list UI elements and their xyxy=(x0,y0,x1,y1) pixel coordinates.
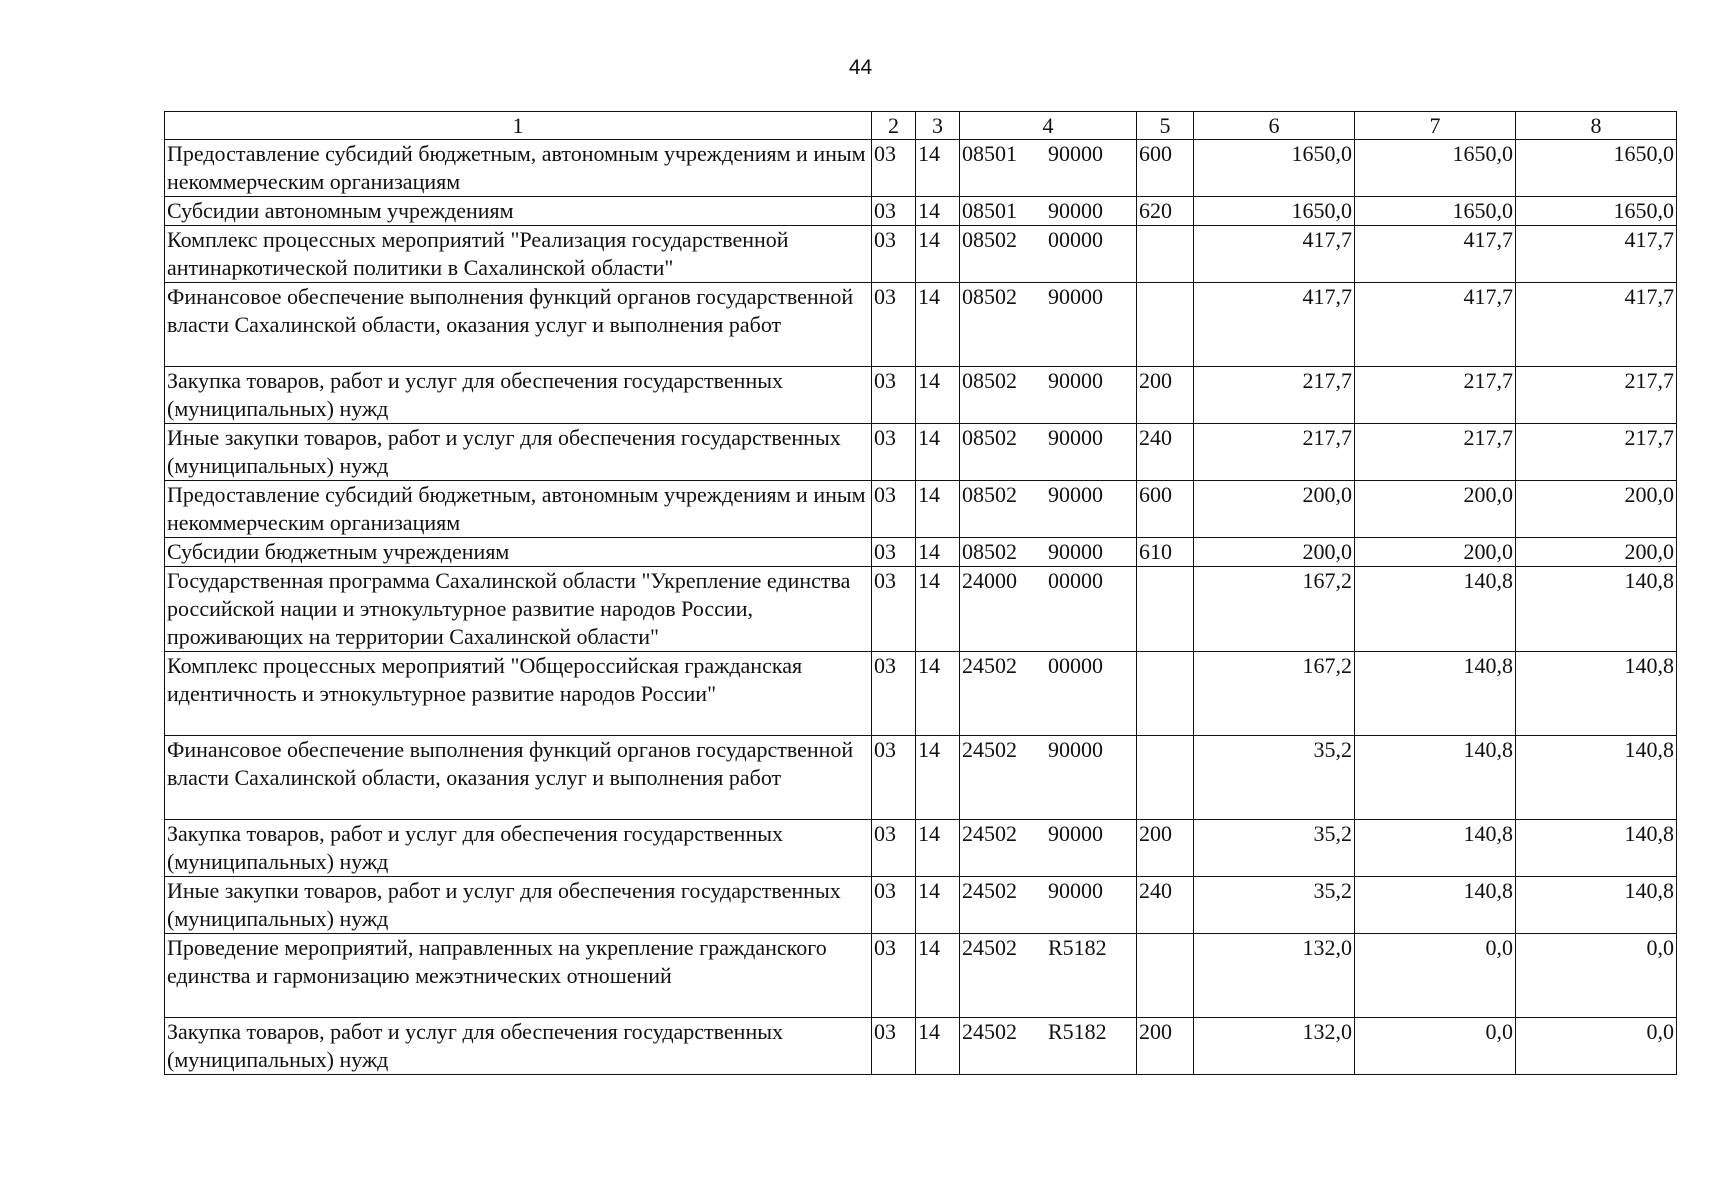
row-name: Комплекс процессных мероприятий "Реализация государственной антинаркотической политики в Сахалинской области" xyxy=(165,226,872,283)
row-name: Финансовое обеспечение выполнения функций органов государственной власти Сахалинской области, оказания услуг и выполнения работ xyxy=(165,736,872,820)
row-target-article xyxy=(960,283,1137,367)
row-section-code: 03 xyxy=(872,367,916,424)
target-article-program: 24502 xyxy=(962,878,1017,903)
target-article-program: 08502 xyxy=(962,227,1017,252)
row-target-article xyxy=(960,424,1137,481)
target-article-direction: 90000 xyxy=(1048,821,1103,846)
row-expense-type: 240 xyxy=(1137,877,1194,934)
row-value-col7: 217,7 xyxy=(1355,367,1516,424)
target-article-program: 24502 xyxy=(962,737,1017,762)
row-value-col7: 417,7 xyxy=(1355,226,1516,283)
row-name: Закупка товаров, работ и услуг для обеспечения государственных (муниципальных) нужд xyxy=(165,367,872,424)
row-section-code: 03 xyxy=(872,481,916,538)
target-article-program: 08502 xyxy=(962,425,1017,450)
row-target-article xyxy=(960,652,1137,736)
table-row xyxy=(165,197,1677,226)
row-target-article xyxy=(960,197,1137,226)
row-section-code: 03 xyxy=(872,197,916,226)
table-row xyxy=(165,652,1677,736)
row-subsection-code: 14 xyxy=(916,567,960,652)
row-subsection-code: 14 xyxy=(916,424,960,481)
target-article-direction: 90000 xyxy=(1048,284,1103,309)
row-expense-type: 200 xyxy=(1137,1018,1194,1075)
row-value-col7: 0,0 xyxy=(1355,934,1516,1018)
row-target-article xyxy=(960,820,1137,877)
row-target-article xyxy=(960,567,1137,652)
target-article-program: 24502 xyxy=(962,821,1017,846)
table-row xyxy=(165,140,1677,197)
target-article-direction: 90000 xyxy=(1048,539,1103,564)
row-value-col6: 35,2 xyxy=(1194,877,1355,934)
target-article-direction: R5182 xyxy=(1048,1019,1107,1044)
row-value-col6: 167,2 xyxy=(1194,652,1355,736)
table-row xyxy=(165,736,1677,820)
row-expense-type xyxy=(1137,283,1194,367)
row-value-col6: 132,0 xyxy=(1194,1018,1355,1075)
target-article-direction: 90000 xyxy=(1048,425,1103,450)
row-value-col6: 217,7 xyxy=(1194,367,1355,424)
row-name: Закупка товаров, работ и услуг для обеспечения государственных (муниципальных) нужд xyxy=(165,1018,872,1075)
row-value-col7: 200,0 xyxy=(1355,538,1516,567)
row-value-col6: 417,7 xyxy=(1194,283,1355,367)
row-value-col6: 200,0 xyxy=(1194,538,1355,567)
column-header-6: 6 xyxy=(1194,112,1355,140)
row-name: Предоставление субсидий бюджетным, автономным учреждениям и иным некоммерческим организациям xyxy=(165,140,872,197)
target-article-direction: 90000 xyxy=(1048,141,1103,166)
row-expense-type xyxy=(1137,226,1194,283)
table-row xyxy=(165,424,1677,481)
row-expense-type: 610 xyxy=(1137,538,1194,567)
row-value-col7: 200,0 xyxy=(1355,481,1516,538)
target-article-direction: 00000 xyxy=(1048,568,1103,593)
row-name: Субсидии бюджетным учреждениям xyxy=(165,538,872,567)
row-value-col8: 217,7 xyxy=(1516,424,1677,481)
row-name: Финансовое обеспечение выполнения функций органов государственной власти Сахалинской области, оказания услуг и выполнения работ xyxy=(165,283,872,367)
row-section-code: 03 xyxy=(872,140,916,197)
target-article-direction: R5182 xyxy=(1048,935,1107,960)
budget-table xyxy=(164,111,1677,1075)
page-number: 44 xyxy=(848,56,873,79)
row-value-col8: 0,0 xyxy=(1516,1018,1677,1075)
row-value-col8: 140,8 xyxy=(1516,567,1677,652)
row-value-col8: 140,8 xyxy=(1516,820,1677,877)
row-section-code: 03 xyxy=(872,934,916,1018)
row-expense-type: 600 xyxy=(1137,481,1194,538)
row-expense-type: 600 xyxy=(1137,140,1194,197)
row-section-code: 03 xyxy=(872,567,916,652)
row-subsection-code: 14 xyxy=(916,934,960,1018)
row-subsection-code: 14 xyxy=(916,283,960,367)
row-target-article xyxy=(960,140,1137,197)
row-value-col6: 1650,0 xyxy=(1194,197,1355,226)
row-section-code: 03 xyxy=(872,877,916,934)
row-section-code: 03 xyxy=(872,736,916,820)
row-target-article xyxy=(960,736,1137,820)
row-value-col6: 200,0 xyxy=(1194,481,1355,538)
row-target-article xyxy=(960,226,1137,283)
column-header-8: 8 xyxy=(1516,112,1677,140)
row-subsection-code: 14 xyxy=(916,140,960,197)
row-target-article xyxy=(960,934,1137,1018)
row-value-col8: 200,0 xyxy=(1516,481,1677,538)
row-value-col7: 1650,0 xyxy=(1355,140,1516,197)
row-section-code: 03 xyxy=(872,226,916,283)
target-article-program: 08502 xyxy=(962,368,1017,393)
table-row xyxy=(165,1018,1677,1075)
row-subsection-code: 14 xyxy=(916,538,960,567)
row-value-col8: 1650,0 xyxy=(1516,140,1677,197)
row-value-col8: 140,8 xyxy=(1516,652,1677,736)
table-row xyxy=(165,367,1677,424)
target-article-direction: 90000 xyxy=(1048,737,1103,762)
row-name: Комплекс процессных мероприятий "Общероссийская гражданская идентичность и этнокультурное развитие народов России" xyxy=(165,652,872,736)
row-name: Иные закупки товаров, работ и услуг для обеспечения государственных (муниципальных) нужд xyxy=(165,424,872,481)
target-article-direction: 90000 xyxy=(1048,878,1103,903)
row-subsection-code: 14 xyxy=(916,226,960,283)
row-value-col8: 217,7 xyxy=(1516,367,1677,424)
row-name: Проведение мероприятий, направленных на укрепление гражданского единства и гармонизацию межэтнических отношений xyxy=(165,934,872,1018)
row-value-col6: 35,2 xyxy=(1194,736,1355,820)
target-article-direction: 90000 xyxy=(1048,482,1103,507)
row-value-col7: 1650,0 xyxy=(1355,197,1516,226)
target-article-program: 08502 xyxy=(962,539,1017,564)
row-target-article xyxy=(960,481,1137,538)
target-article-program: 08502 xyxy=(962,284,1017,309)
row-name: Закупка товаров, работ и услуг для обеспечения государственных (муниципальных) нужд xyxy=(165,820,872,877)
target-article-direction: 00000 xyxy=(1048,653,1103,678)
row-expense-type xyxy=(1137,652,1194,736)
column-header-3: 3 xyxy=(916,112,960,140)
row-subsection-code: 14 xyxy=(916,820,960,877)
target-article-program: 24000 xyxy=(962,568,1017,593)
row-expense-type xyxy=(1137,567,1194,652)
row-section-code: 03 xyxy=(872,283,916,367)
target-article-program: 08501 xyxy=(962,141,1017,166)
target-article-program: 24502 xyxy=(962,653,1017,678)
row-value-col6: 35,2 xyxy=(1194,820,1355,877)
row-section-code: 03 xyxy=(872,652,916,736)
row-subsection-code: 14 xyxy=(916,1018,960,1075)
column-header-1: 1 xyxy=(165,112,872,140)
row-value-col7: 140,8 xyxy=(1355,820,1516,877)
row-expense-type xyxy=(1137,934,1194,1018)
row-value-col7: 417,7 xyxy=(1355,283,1516,367)
row-target-article xyxy=(960,538,1137,567)
row-value-col7: 140,8 xyxy=(1355,736,1516,820)
row-expense-type: 620 xyxy=(1137,197,1194,226)
column-header-2: 2 xyxy=(872,112,916,140)
row-target-article xyxy=(960,367,1137,424)
row-subsection-code: 14 xyxy=(916,652,960,736)
row-name: Иные закупки товаров, работ и услуг для обеспечения государственных (муниципальных) нужд xyxy=(165,877,872,934)
target-article-program: 08501 xyxy=(962,198,1017,223)
target-article-program: 08502 xyxy=(962,482,1017,507)
row-value-col6: 167,2 xyxy=(1194,567,1355,652)
row-value-col8: 0,0 xyxy=(1516,934,1677,1018)
row-section-code: 03 xyxy=(872,424,916,481)
row-value-col8: 140,8 xyxy=(1516,877,1677,934)
target-article-direction: 90000 xyxy=(1048,368,1103,393)
row-value-col7: 140,8 xyxy=(1355,652,1516,736)
row-subsection-code: 14 xyxy=(916,197,960,226)
row-value-col6: 132,0 xyxy=(1194,934,1355,1018)
row-value-col7: 217,7 xyxy=(1355,424,1516,481)
target-article-program: 24502 xyxy=(962,935,1017,960)
row-value-col8: 1650,0 xyxy=(1516,197,1677,226)
table-row xyxy=(165,226,1677,283)
row-value-col8: 200,0 xyxy=(1516,538,1677,567)
table-row xyxy=(165,877,1677,934)
row-value-col6: 217,7 xyxy=(1194,424,1355,481)
row-target-article xyxy=(960,1018,1137,1075)
table-row xyxy=(165,567,1677,652)
target-article-program: 24502 xyxy=(962,1019,1017,1044)
row-value-col6: 417,7 xyxy=(1194,226,1355,283)
row-subsection-code: 14 xyxy=(916,367,960,424)
row-subsection-code: 14 xyxy=(916,481,960,538)
target-article-direction: 00000 xyxy=(1048,227,1103,252)
row-value-col8: 417,7 xyxy=(1516,226,1677,283)
table-row xyxy=(165,538,1677,567)
row-section-code: 03 xyxy=(872,1018,916,1075)
table-row xyxy=(165,820,1677,877)
row-expense-type: 240 xyxy=(1137,424,1194,481)
row-expense-type: 200 xyxy=(1137,820,1194,877)
table-row xyxy=(165,934,1677,1018)
row-value-col8: 140,8 xyxy=(1516,736,1677,820)
table-row xyxy=(165,481,1677,538)
header-row xyxy=(165,112,1677,140)
row-name: Предоставление субсидий бюджетным, автономным учреждениям и иным некоммерческим организациям xyxy=(165,481,872,538)
column-header-4: 4 xyxy=(960,112,1137,140)
row-subsection-code: 14 xyxy=(916,736,960,820)
row-expense-type xyxy=(1137,736,1194,820)
row-section-code: 03 xyxy=(872,820,916,877)
row-value-col8: 417,7 xyxy=(1516,283,1677,367)
target-article-direction: 90000 xyxy=(1048,198,1103,223)
row-value-col7: 140,8 xyxy=(1355,567,1516,652)
row-value-col6: 1650,0 xyxy=(1194,140,1355,197)
table-row xyxy=(165,283,1677,367)
row-name: Субсидии автономным учреждениям xyxy=(165,197,872,226)
row-name: Государственная программа Сахалинской области "Укрепление единства российской нации и этнокультурное развитие народов России, проживающих на территории Сахалинской области" xyxy=(165,567,872,652)
row-section-code: 03 xyxy=(872,538,916,567)
row-subsection-code: 14 xyxy=(916,877,960,934)
column-header-5: 5 xyxy=(1137,112,1194,140)
row-value-col7: 0,0 xyxy=(1355,1018,1516,1075)
row-target-article xyxy=(960,877,1137,934)
row-expense-type: 200 xyxy=(1137,367,1194,424)
row-value-col7: 140,8 xyxy=(1355,877,1516,934)
column-header-7: 7 xyxy=(1355,112,1516,140)
